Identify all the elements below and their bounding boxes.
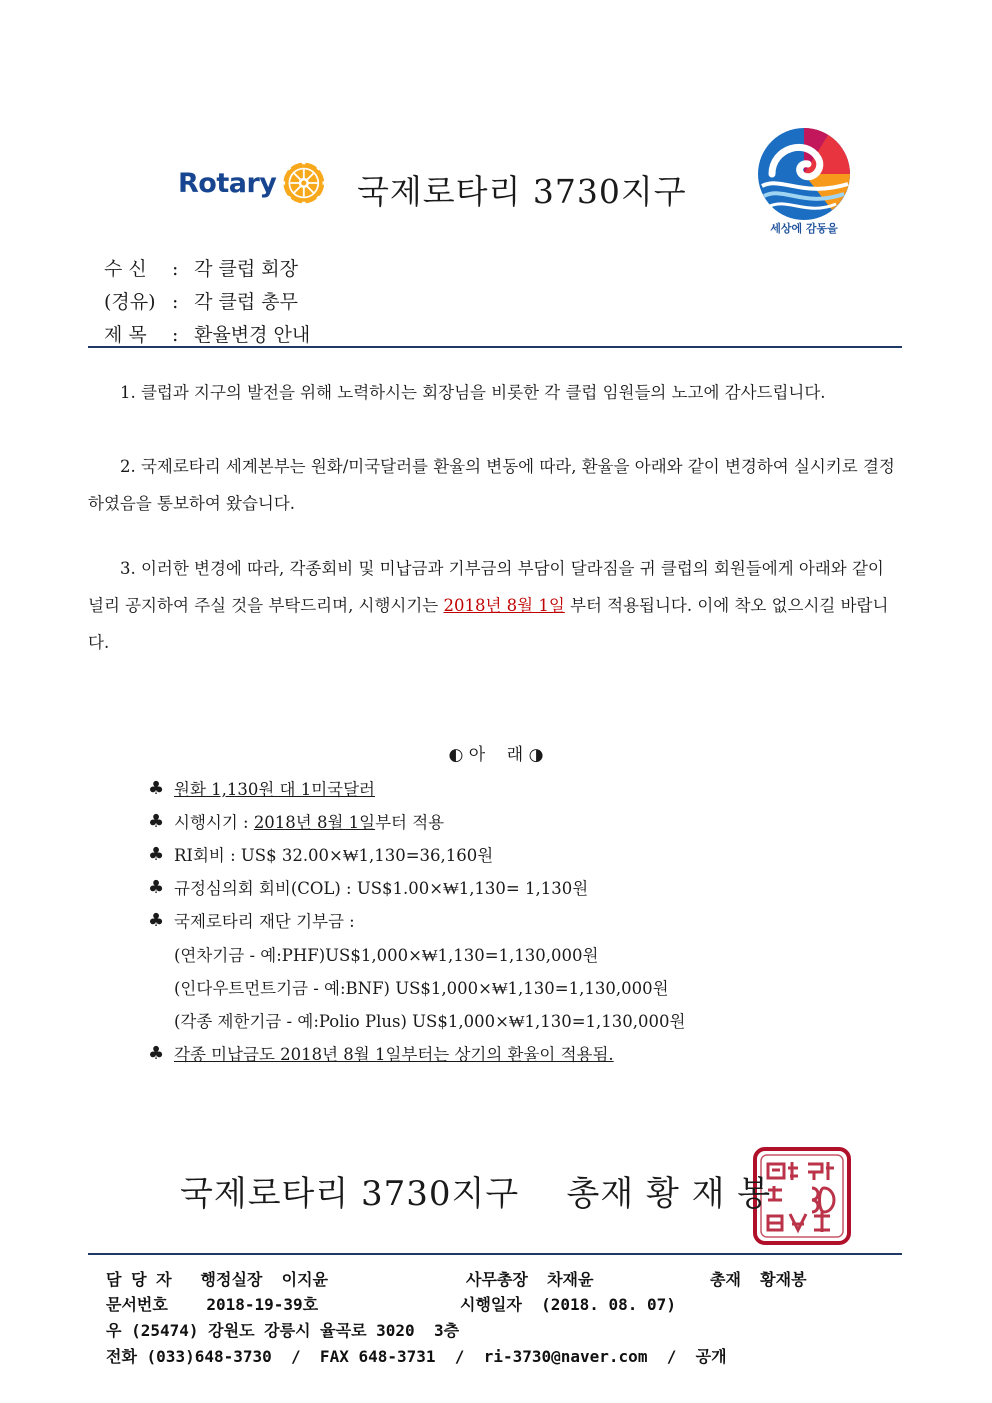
effective-date: 2018년 8월 1일 xyxy=(443,596,565,615)
separator: : xyxy=(172,324,179,346)
via-label: (경유) xyxy=(104,291,156,313)
notice-item-5-text: 국제로타리 재단 기부금 : xyxy=(174,912,355,931)
signature-line: 국제로타리 3730지구 총재 황 재 봉 xyxy=(180,1174,772,1214)
club-bullet-icon: ♣ xyxy=(148,843,165,865)
club-bullet-icon: ♣ xyxy=(148,777,165,799)
recipient-label: 수 신 xyxy=(104,258,147,280)
notice-item-4-text: 규정심의회 회비(COL) : US$1.00×₩1,130= 1,130원 xyxy=(174,879,589,898)
paragraph-1 xyxy=(88,374,904,411)
paragraph-1-text: 1. 클럽과 지구의 발전을 위해 노력하시는 회장님을 비롯한 각 클럽 임원들의 노고에 감사드립니다. xyxy=(120,383,826,402)
footer-divider xyxy=(88,1253,902,1255)
foundation-sub-1: (연차기금 - 예:PHF)US$1,000×₩1,130=1,130,000원 xyxy=(174,946,599,965)
footer-contact: 전화 (033)648-3730 / FAX 648-3731 / ri-3730@naver.com / 공개 xyxy=(106,1347,727,1366)
club-bullet-icon: ♣ xyxy=(148,810,165,832)
separator: : xyxy=(172,291,179,313)
rotary-wheel-icon xyxy=(280,155,328,211)
rotary-wordmark: Rotary xyxy=(178,167,277,199)
notice-item-4 xyxy=(148,875,588,899)
footer-staff: 담 당 자 행정실장 이지윤 xyxy=(106,1270,328,1289)
club-bullet-icon: ♣ xyxy=(148,1042,165,1064)
notice-heading: ◐ 아 래 ◑ xyxy=(448,745,544,765)
recipient-value: 각 클럽 회장 xyxy=(194,258,298,280)
footer-issue-date: 시행일자 (2018. 08. 07) xyxy=(460,1295,676,1314)
header-divider xyxy=(88,346,902,348)
footer-secretary: 사무총장 차재윤 xyxy=(466,1270,594,1289)
paragraph-3-text: 3. 이러한 변경에 따라, 각종회비 및 미납금과 기부금의 부담이 달라짐을 귀 클럽의 회원들에게 아래와 같이 널리 공지하여 주실 것을 부탁드리며, 시행시기는 xyxy=(88,559,884,615)
notice-item-2-date: 2018년 8월 1일 xyxy=(253,813,376,832)
notice-item-2 xyxy=(148,809,444,833)
footer-governor: 총재 황재봉 xyxy=(710,1270,807,1289)
notice-item-6 xyxy=(148,1041,614,1065)
recipient-row xyxy=(104,254,298,281)
foundation-sub-3: (각종 제한기금 - 예:Polio Plus) US$1,000×₩1,130=1,130,000원 xyxy=(174,1012,686,1031)
notice-item-3 xyxy=(148,842,493,866)
paragraph-2 xyxy=(88,448,904,522)
paragraph-3 xyxy=(88,550,904,661)
paragraph-3-tail: 부터 적용됩니다. 이에 착오 없으시길 바랍니다. xyxy=(88,596,889,652)
subject-row xyxy=(104,320,310,347)
via-row xyxy=(104,287,298,314)
separator: : xyxy=(172,258,179,280)
footer-address: 우 (25474) 강원도 강릉시 율곡로 3020 3층 xyxy=(106,1321,460,1340)
via-value: 각 클럽 총무 xyxy=(194,291,298,313)
notice-item-5 xyxy=(148,908,355,932)
paragraph-2-text: 2. 국제로타리 세계본부는 원화/미국달러를 환율의 변동에 따라, 환율을 아래와 같이 변경하여 실시키로 결정하였음을 통보하여 왔습니다. xyxy=(88,457,895,513)
club-bullet-icon: ♣ xyxy=(148,909,165,931)
subject-label: 제 목 xyxy=(104,324,147,346)
footer-doc-number: 문서번호 2018-19-39호 xyxy=(106,1295,319,1314)
notice-item-6-text: 각종 미납금도 2018년 8월 1일부터는 상기의 환율이 적용됨. xyxy=(174,1045,614,1064)
district-title: 국제로타리 3730지구 xyxy=(357,172,687,211)
notice-item-1-text: 원화 1,130원 대 1미국달러 xyxy=(174,780,375,799)
foundation-sub-2: (인다우트먼트기금 - 예:BNF) US$1,000×₩1,130=1,130,000원 xyxy=(174,979,669,998)
theme-caption: 세상에 감동을 xyxy=(770,222,838,235)
notice-item-2-prefix: 시행시기 : xyxy=(174,813,254,832)
subject-value: 환율변경 안내 xyxy=(194,324,311,346)
notice-item-1 xyxy=(148,776,375,800)
notice-item-3-text: RI회비 : US$ 32.00×₩1,130=36,160원 xyxy=(174,846,494,865)
notice-item-2-suffix: 부터 적용 xyxy=(375,813,445,832)
rotary-logo xyxy=(178,152,328,214)
club-bullet-icon: ♣ xyxy=(148,876,165,898)
